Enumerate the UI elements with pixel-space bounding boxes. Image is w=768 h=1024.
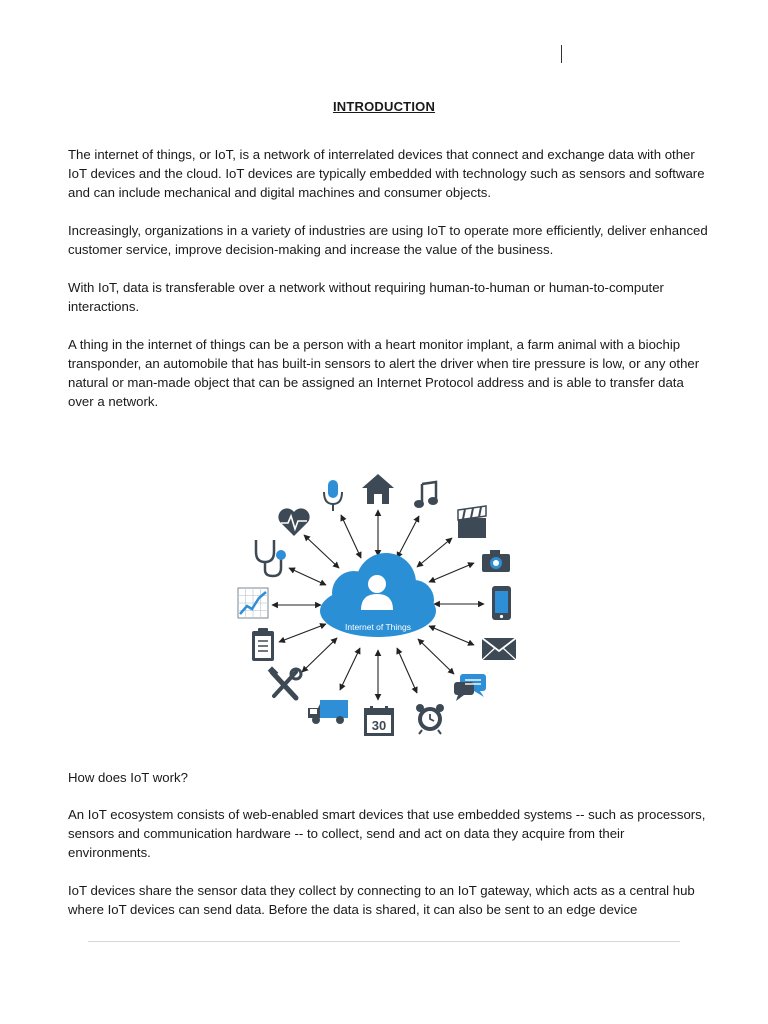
calendar-number: 30: [371, 718, 387, 733]
section-heading: How does IoT work?: [68, 770, 188, 785]
page-footer-divider: [88, 941, 680, 942]
intro-paragraph-2: Increasingly, organizations in a variety of industries are using IoT to operate more efficiently, deliver enhanced customer service, improve decision-making and increase the value of the business.: [68, 223, 708, 257]
chat-bubble-icon: [454, 674, 486, 701]
mail-icon: [482, 638, 516, 660]
tools-icon: [268, 666, 301, 698]
microphone-icon: [324, 480, 342, 511]
section-paragraph-2: IoT devices share the sensor data they collect by connecting to an IoT gateway, which acts as a central hub where IoT devices can send data. Before the data is shared, it can also be sent to an edge device: [68, 883, 695, 917]
music-note-icon: [414, 482, 438, 508]
chart-icon: [238, 588, 268, 618]
intro-paragraph-1: The internet of things, or IoT, is a network of interrelated devices that connect and exchange data with other IoT devices and the cloud. IoT devices are typically embedded with technology such as sensors and software and can include mechanical and digital machines and consumer objects.: [68, 147, 705, 200]
cloud-label: Internet of Things: [345, 622, 411, 632]
page-title: INTRODUCTION: [332, 99, 436, 114]
truck-icon: [308, 700, 348, 724]
iot-diagram: [224, 458, 544, 748]
calendar-icon: [364, 706, 394, 736]
home-icon: [362, 474, 394, 504]
stethoscope-icon: [256, 540, 286, 576]
intro-paragraph-3: With IoT, data is transferable over a network without requiring human-to-human or human-to-computer interactions.: [68, 280, 664, 314]
intro-paragraph-4: A thing in the internet of things can be a person with a heart monitor implant, a farm animal with a biochip transponder, an automobile that has built-in sensors to alert the driver when tire pressure is low, or any other natural or man-made object that can be assigned an Internet Protocol address and is able to transfer data over a network.: [68, 337, 700, 409]
clipboard-icon: [252, 628, 274, 661]
text-cursor: [561, 45, 562, 63]
section-paragraph-1: An IoT ecosystem consists of web-enabled smart devices that use embedded systems -- such as processors, sensors and communication hardware -- to collect, send and act on data they acquire from their environments.: [68, 807, 706, 860]
clapperboard-icon: [458, 506, 486, 538]
camera-icon: [482, 550, 510, 572]
smartphone-icon: [492, 586, 511, 620]
user-icon: [368, 575, 386, 593]
heart-monitor-icon: [278, 508, 309, 536]
alarm-clock-icon: [416, 704, 444, 734]
